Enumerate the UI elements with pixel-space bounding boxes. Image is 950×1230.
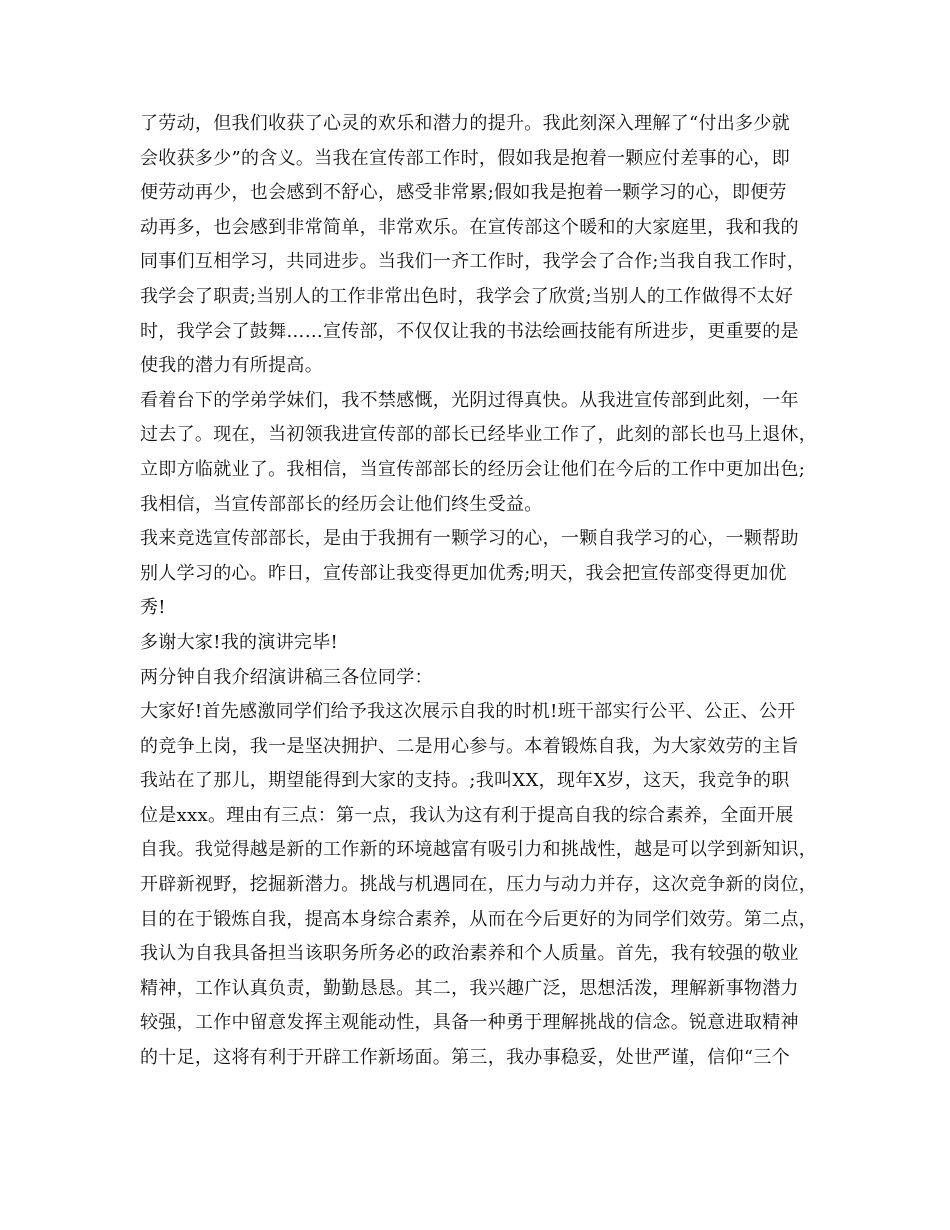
text-line: 别人学习的心。昨日，宣传部让我变得更加优秀;明天，我会把宣传部变得更加优	[140, 562, 787, 584]
text-line: 大家好!首先感激同学们给予我这次展示自我的时机!班干部实行公平、公正、公开	[140, 701, 796, 723]
text-line: 我站在了那儿，期望能得到大家的支持。;我叫XX，现年X岁，这天，我竞争的职	[140, 770, 790, 792]
text-line: 位是xxx。理由有三点：第一点，我认为这有利于提高自我的综合素养，全面开展	[140, 804, 794, 826]
text-line: 多谢大家!我的演讲完毕!	[140, 631, 339, 653]
text-line: 目的在于锻炼自我，提高本身综合素养，从而在今后更好的为同学们效劳。第二点，	[140, 908, 818, 930]
text-line: 的竞争上岗，我一是坚决拥护、二是用心参与。本着锻炼自我，为大家效劳的主旨	[140, 735, 799, 757]
text-line: 使我的潜力有所提高。	[140, 355, 323, 377]
document-body	[140, 107, 820, 1076]
text-line: 精神，工作认真负责，勤勤恳恳。其二，我兴趣广泛，思想活泼，理解新事物潜力	[140, 977, 799, 999]
text-line: 我认为自我具备担当该职务所务必的政治素养和个人质量。首先，我有较强的敬业	[140, 943, 799, 965]
text-line: 我学会了职责;当别人的工作非常出色时，我学会了欣赏;当别人的工作做得不太好	[140, 285, 794, 307]
text-line: 较强，工作中留意发挥主观能动性，具备一种勇于理解挑战的信念。锐意进取精神	[140, 1012, 799, 1034]
text-line: 我相信，当宣传部部长的经历会让他们终生受益。	[140, 493, 543, 515]
text-line: 自我。我觉得越是新的工作新的环境越富有吸引力和挑战性，越是可以学到新知识，	[140, 839, 818, 861]
text-line: 秀!	[140, 597, 166, 619]
text-line: 过去了。现在，当初领我进宣传部的部长已经毕业工作了，此刻的部长也马上退休，	[140, 424, 818, 446]
text-line: 时，我学会了鼓舞……宣传部，不仅仅让我的书法绘画技能有所进步，更重要的是	[140, 320, 799, 342]
text-line: 同事们互相学习，共同进步。当我们一齐工作时，我学会了合作;当我自我工作时，	[140, 251, 806, 273]
text-line: 便劳动再少，也会感到不舒心，感受非常累;假如我是抱着一颗学习的心，即便劳	[140, 182, 787, 204]
text-line: 的十足，这将有利于开辟工作新场面。第三，我办事稳妥，处世严谨，信仰“三个	[140, 1047, 790, 1069]
text-line: 了劳动，但我们收获了心灵的欢乐和潜力的提升。我此刻深入理解了“付出多少就	[140, 113, 790, 134]
text-line: 开辟新视野，挖掘新潜力。挑战与机遇同在，压力与动力并存，这次竞争新的岗位，	[140, 874, 818, 896]
text-line: 我来竞选宣传部部长，是由于我拥有一颗学习的心，一颗自我学习的心，一颗帮助	[140, 528, 799, 550]
text-line: 看着台下的学弟学妹们，我不禁感慨，光阴过得真快。从我进宣传部到此刻，一年	[140, 389, 799, 411]
text-line: 会收获多少”的含义。当我在宣传部工作时，假如我是抱着一颗应付差事的心，即	[140, 147, 790, 169]
section-heading: 两分钟自我介绍演讲稿三各位同学：	[140, 666, 433, 688]
text-line: 立即方临就业了。我相信，当宣传部部长的经历会让他们在今后的工作中更加出色;	[140, 458, 806, 480]
text-line: 动再多，也会感到非常简单，非常欢乐。在宣传部这个暖和的大家庭里，我和我的	[140, 216, 799, 238]
